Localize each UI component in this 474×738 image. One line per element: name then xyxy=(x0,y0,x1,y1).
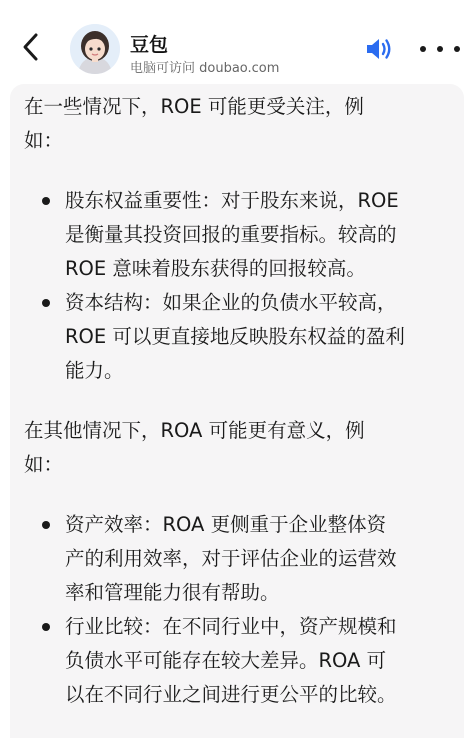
roa-point-list xyxy=(24,508,414,712)
bullet-icon xyxy=(42,197,50,205)
roe-intro-text: 在一些情况下，ROE 可能更受关注，例如： xyxy=(24,95,364,152)
speaker-icon xyxy=(364,34,394,64)
list-item xyxy=(24,508,405,610)
roa-intro-text: 在其他情况下，ROA 可能更有意义，例如： xyxy=(24,419,365,476)
bullet-icon xyxy=(42,299,50,307)
message-content xyxy=(24,90,414,712)
list-item xyxy=(24,286,405,388)
back-button[interactable] xyxy=(14,30,48,64)
more-button[interactable] xyxy=(420,34,460,64)
list-item-text: 股东权益重要性：对于股东来说，ROE 是衡量其投资回报的重要指标。较高的 ROE 意味着股东获得的回报较高。 xyxy=(65,189,399,280)
list-item-text: 行业比较：在不同行业中，资产规模和负债水平可能存在较大差异。ROA 可以在不同行业之间进行更公平的比较。 xyxy=(65,615,397,706)
assistant-avatar-icon xyxy=(70,24,120,74)
roe-point-list xyxy=(24,184,414,388)
list-item-text: 资本结构：如果企业的负债水平较高，ROE 可以更直接地反映股东权益的盈利能力。 xyxy=(65,291,405,382)
more-dot xyxy=(437,46,443,52)
bullet-icon xyxy=(42,623,50,631)
more-dots-icon xyxy=(420,46,426,52)
chat-header xyxy=(0,0,474,86)
list-item xyxy=(24,610,405,712)
bot-name: 豆包 xyxy=(130,34,169,56)
avatar[interactable] xyxy=(70,24,120,74)
list-item-text: 资产效率：ROA 更侧重于企业整体资产的利用效率，对于评估企业的运营效率和管理能力很有帮助。 xyxy=(65,513,397,604)
speaker-button[interactable] xyxy=(364,34,394,64)
bullet-icon xyxy=(42,521,50,529)
more-dot xyxy=(454,46,460,52)
bot-subtitle: 电脑可访问 doubao.com xyxy=(130,61,280,76)
chevron-left-icon xyxy=(21,32,41,62)
list-item xyxy=(24,184,405,286)
